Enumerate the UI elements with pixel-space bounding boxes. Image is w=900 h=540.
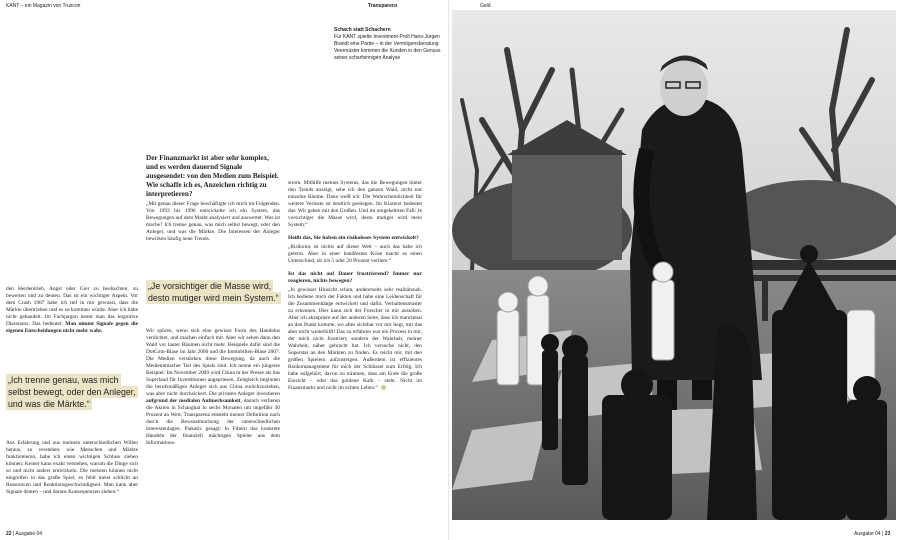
header-magazine-title: KANT – ein Magazin von Truscon [6,3,81,9]
page-number-left: 22 [6,531,12,537]
end-mark-icon [381,385,386,390]
page-number-right: 23 [884,531,891,537]
text-column-3 [288,180,422,397]
interview-question-3: Ist das nicht auf Dauer frustrierend? Immer nur reagieren, nichts bewegen? [288,271,422,284]
photo-illustration [452,10,896,520]
col3-paragraph-1: strom. Mithilfe meines Systems, das die Bewegungen hinter den Trends anzeigt, sehe ich den ganzen Wald, nicht nur einzelne Bäume. Dann weiß ich: Die Wahrscheinlichkeit für weitere Verluste ist deutlich gestiegen. Im Klartext bedeutet das: Wir gehen mit den Großen. Und im umgekehrten Fall: Je vorsichtiger die Masse wird, desto mutiger wird mein System.“ [288,180,422,228]
pull-quote-2 [146,280,282,304]
text-column-1-lower [6,440,138,501]
caption-body: Für KANT spielte Investment-Profi Hans-Jürgen Brandt eine Partie – in der Vermögensberatung Veermüster kommen die Kunden in den Genuss seiner scharfsinnigen Analyse [334,34,441,61]
col2-p2b: , danach verlieren die Aktien in Schanghai in sechs Monaten um ungefähr 30 Prozent an Wert. Transparenz entsteht meiner Definition nach durch die Bewusstmachung der unterschiedlichen Interessenlagen. Plakativ gesagt: In Filtern das konkrete Handeln der finanziell mächtigen Spieler aus dem Informations- [146,398,281,446]
col2-p2a: Wir spüren, wenn sich eine gewisse Form des Handelns verdichtet, und machen einfach mit. Aber wir sehen dann den Wald vor lauter Bäumen nicht mehr. Beispiele dafür sind die DotCom-Blase im Jahr 2000 und die Immobilien-Blase 2007. Die Medien verstärken diese Bewegung, da auch die Mediennmacher Teil des Spiels sind. Ich nenne ein jüngeres Beispiel: Im November 2009 wird China in der Presse als das Superland für Investitionen angepriesen. Zeitgleich beginnen die berufsmäßigen Anleger sich aus China zurückzuziehen, was aber nicht durchsickert. Die privaten Anleger investieren [146,328,280,397]
text-column-1 [6,286,138,340]
header-subsection: Geld [480,3,491,9]
text-column-2 [146,154,280,248]
col1-p1-bold: Man nimmt Signale gegen die eigenen Entscheidungen nicht mehr wahr. [6,321,138,334]
footer-left: 22 | Ausgabe 04 [6,531,43,537]
col3-answer-2 [288,287,422,392]
footer-right: Ausgabe 04 | 23 [854,531,891,537]
pull-quote-2-text: „Je vorsichtiger die Masse wird, desto mutiger wird mein System.“ [148,281,279,303]
photo-caption [334,27,444,62]
col3-answer-2-text: „In gewisser Hinsicht schon, andererseits sehr realitätsnah. Ich bediene mich der Fakten und habe eine Leidenschaft für die Zusammenhänge entwickelt und dafür, Verhaltensmuster zu erkennen. Hier kann sich der Forscher in mir austoben. Aber ich akzeptiere auf der anderen Seite, dass ich manchmal an den Punkt komme, wo alles sichtbar vor mir liegt, mir das aber nicht weiterhilft! Das zu erfahren war ein Prozess in mir, der mich nicht frustriert, sondern der Wahrheit, meiner Wahrheit, näher gebracht hat. Ich versuche nicht, den Superstar an den Märkten zu finden. Es reicht mir, mit den großen Spielern aufzusteigen. Außerdem ist effizientes Risikomanagement für mich der Schlüssel zum Erfolg. Ich habe aufgehört, davon zu träumen, dass am Ende die große Einsicht – oder das goldene Kalb – steht. Nicht im Finanzmarkt und nicht im echten Leben.“ [288,287,422,391]
caption-title: Schach statt Schachern [334,27,391,33]
chess-player-photo [452,10,896,520]
col1-paragraph-2: Aus Erfahrung und aus meinem unterschiedlichen Willen heraus, zu verstehen, wie Menschen und Märkte funktionieren, habe ich einen wichtigen Schluss ziehen können: Keiner kann exakt verstehen, warum die Dinge sich so und nicht anders entwickeln. Die meisten können nicht eingreifen in das große Spiel, es fehlt meist schlicht an Ressourcen und Reaktionsgeschwindigkeit. Man kann aber Signale deuten – und daraus Konsequenzen ziehen.“ [6,440,138,495]
col2-paragraph-2 [146,328,280,447]
col3-answer-1: „Risikolos ist nichts auf dieser Welt – auch das habe ich gelernt. Aber in einer handfesten Krise macht es einen Unterschied, ob ich 5 oder 20 Prozent verliere.“ [288,244,422,264]
header-section: Transparenz [368,3,398,9]
pull-quote-1-text: „Ich trenne genau, was mich selbst bewegt, oder den Anleger, und was die Märkte.“ [8,375,136,409]
issue-label-left: Ausgabe 04 [15,531,43,537]
col2-p2-bold: aufgrund der medialen Aufmerksamkeit [146,398,241,404]
interview-question-2: Heißt das, Sie haben ein risikoloses System entwickelt? [288,235,419,241]
interview-question-lead: Der Finanzmarkt ist aber sehr komplex, und es werden dauernd Signale ausgesendet: von den Medien zum Beispiel. Wie schaffe ich es, Anzeichen richtig zu interpretieren? [146,154,279,198]
issue-label-right: Ausgabe 04 [854,531,881,537]
text-column-2-lower [146,328,280,452]
col2-paragraph-1: „Mit genau dieser Frage beschäftigte ich mich im Folgenden. Von 1992 bis 1996 entwickelte ich ein System, das Bewegungen auf dem Markt analysiert und auswertet. Was ist mache? Ich trenne genau, was mich selbst bewegt, oder den Anleger, und was die Märkte. Die Interessen der Anleger bewirken häufig neue Trends. [146,201,280,242]
pull-quote-1 [6,374,140,410]
col1-paragraph-1 [6,286,138,335]
col1-p1-text: den Herdentrieb, Angst oder Gier zu beobachten, zu bewerten und zu deuten. Das ist ein wichtiger Aspekt. Vor dem Crash 1987 habe ich tief in mir gewusst, dass die Märkte übertrieben und es so kommen würde. Aber ich habe nicht gehandelt. Im Fachjargon nennt man das kognitive Dissonanz. Das bedeutet: [6,286,138,327]
